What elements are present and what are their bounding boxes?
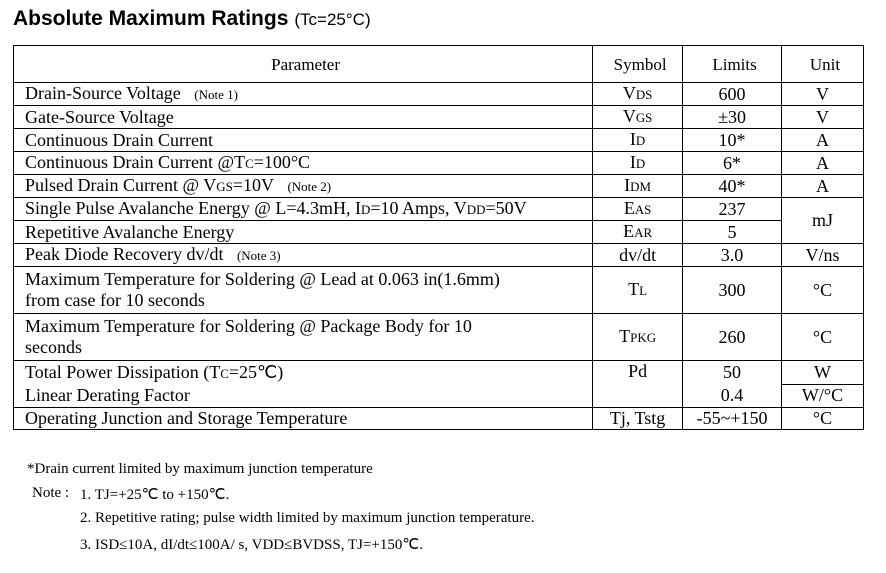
- limit-cell: -55~+150: [683, 408, 782, 430]
- symbol-cell: Tj, Tstg: [593, 408, 683, 430]
- limit-cell: 300: [683, 267, 782, 314]
- symbol-main: I: [629, 129, 636, 149]
- limit-cell: 237: [683, 198, 782, 221]
- unit-cell: V: [782, 83, 864, 106]
- param-text: =10V: [232, 175, 274, 195]
- symbol-cell: [593, 129, 683, 152]
- param-line: Maximum Temperature for Soldering @ Package Body for 10: [25, 316, 472, 336]
- param-text: Single Pulse Avalanche Energy @ L=4.3mH, I: [25, 198, 362, 218]
- param-cell: Repetitive Avalanche Energy: [14, 221, 593, 244]
- unit-cell: V: [782, 106, 864, 129]
- param-text: Continuous Drain Current @T: [25, 152, 246, 172]
- ratings-table: [13, 45, 864, 430]
- symbol-cell: [593, 83, 683, 106]
- symbol-cell: dv/dt: [593, 244, 683, 267]
- symbol-main: V: [622, 106, 636, 126]
- param-cell: [14, 267, 593, 314]
- param-line: Maximum Temperature for Soldering @ Lead at 0.063 in(1.6mm): [25, 269, 500, 289]
- unit-cell: W: [782, 361, 864, 385]
- limit-cell: 6*: [683, 152, 782, 175]
- limit-cell: 40*: [683, 175, 782, 198]
- table-row: [14, 129, 864, 152]
- symbol-cell: [593, 314, 683, 361]
- symbol-cell: [593, 267, 683, 314]
- symbol-main: E: [623, 221, 635, 241]
- limit-cell: 50: [683, 361, 782, 385]
- param-text: =25℃): [228, 361, 284, 382]
- param-sub: C: [245, 156, 254, 171]
- table-row: [14, 83, 864, 106]
- table-row: [14, 384, 864, 408]
- unit-cell: °C: [782, 408, 864, 430]
- param-cell: [14, 198, 593, 221]
- title-main: Absolute Maximum Ratings: [13, 7, 289, 30]
- param-cell: [14, 152, 593, 175]
- param-cell: Linear Derating Factor: [14, 384, 593, 408]
- symbol-sub: L: [639, 283, 648, 298]
- note-label: Note :: [32, 485, 70, 501]
- param-cell: [14, 175, 593, 198]
- param-text: Pulsed Drain Current @ V: [25, 175, 217, 195]
- param-cell: [14, 361, 593, 385]
- symbol-main: I: [629, 152, 636, 172]
- table-row: [14, 244, 864, 267]
- unit-cell: A: [782, 175, 864, 198]
- param-text: Peak Diode Recovery dv/dt: [25, 244, 224, 264]
- symbol-cell: [593, 175, 683, 198]
- param-sub: C: [220, 365, 229, 381]
- param-note: (Note 2): [287, 179, 332, 194]
- symbol-main: T: [619, 326, 631, 346]
- param-text: =10 Amps, V: [370, 198, 467, 218]
- param-note: (Note 1): [194, 87, 238, 102]
- param-sub: D: [361, 202, 371, 217]
- limit-cell: ±30: [683, 106, 782, 129]
- table-row: [14, 175, 864, 198]
- limit-cell: 5: [683, 221, 782, 244]
- table-row: [14, 221, 864, 244]
- symbol-sub: DS: [635, 87, 653, 102]
- param-text: =100°C: [253, 152, 311, 172]
- unit-cell: V/ns: [782, 244, 864, 267]
- symbol-sub: GS: [635, 110, 653, 125]
- param-line: from case for 10 seconds: [25, 290, 205, 310]
- symbol-sub: DM: [630, 179, 652, 194]
- table-row: [14, 152, 864, 175]
- symbol-sub: PKG: [630, 330, 657, 345]
- limit-cell: 3.0: [683, 244, 782, 267]
- param-cell: [14, 244, 593, 267]
- symbol-main: E: [623, 198, 635, 218]
- unit-cell: A: [782, 129, 864, 152]
- symbol-sub: AR: [634, 225, 653, 240]
- symbol-cell: [593, 152, 683, 175]
- limit-cell: 260: [683, 314, 782, 361]
- title-condition: (Tc=25°C): [294, 10, 371, 29]
- param-cell: Continuous Drain Current: [14, 129, 593, 152]
- symbol-main: I: [624, 175, 631, 195]
- page-title: [13, 7, 371, 31]
- symbol-cell: [593, 198, 683, 221]
- limit-cell: 10*: [683, 129, 782, 152]
- table-row: [14, 408, 864, 430]
- symbol-main: T: [628, 279, 640, 299]
- table-row: [14, 267, 864, 314]
- symbol-main: V: [622, 83, 636, 103]
- unit-cell: °C: [782, 314, 864, 361]
- footnote-drain-current: *Drain current limited by maximum junction temperature: [27, 461, 373, 477]
- limit-cell: 0.4: [683, 384, 782, 408]
- symbol-sub: D: [635, 156, 646, 171]
- param-note: (Note 3): [236, 248, 281, 263]
- limit-cell: 600: [683, 83, 782, 106]
- note-1: 1. TJ=+25℃ to +150℃.: [80, 487, 230, 503]
- param-sub: DD: [466, 202, 486, 217]
- param-cell: Operating Junction and Storage Temperature: [14, 408, 593, 430]
- symbol-sub: D: [635, 133, 646, 148]
- param-text: Drain-Source Voltage: [25, 83, 181, 103]
- note-3: 3. ISD≤10A, dI/dt≤100A/ s, VDD≤BVDSS, TJ=+150℃.: [80, 537, 423, 553]
- table-row: [14, 198, 864, 221]
- unit-cell: °C: [782, 267, 864, 314]
- header-limits: Limits: [683, 46, 782, 83]
- param-text: =50V: [485, 198, 527, 218]
- note-2: 2. Repetitive rating; pulse width limited by maximum junction temperature.: [80, 510, 535, 526]
- header-unit: Unit: [782, 46, 864, 83]
- unit-cell: mJ: [782, 198, 864, 244]
- symbol-cell: Pd: [593, 361, 683, 408]
- header-parameter: Parameter: [14, 46, 593, 83]
- param-sub: GS: [216, 179, 233, 194]
- param-line: seconds: [25, 337, 82, 357]
- symbol-sub: AS: [634, 202, 652, 217]
- param-cell: [14, 83, 593, 106]
- table-header-row: [14, 46, 864, 83]
- table-row: [14, 314, 864, 361]
- param-cell: [14, 314, 593, 361]
- header-symbol: Symbol: [593, 46, 683, 83]
- param-text: Total Power Dissipation (T: [25, 361, 221, 382]
- unit-cell: A: [782, 152, 864, 175]
- param-cell: Gate-Source Voltage: [14, 106, 593, 129]
- table-row: [14, 106, 864, 129]
- table-row: [14, 361, 864, 385]
- symbol-cell: [593, 106, 683, 129]
- symbol-cell: [593, 221, 683, 244]
- unit-cell: W/°C: [782, 384, 864, 408]
